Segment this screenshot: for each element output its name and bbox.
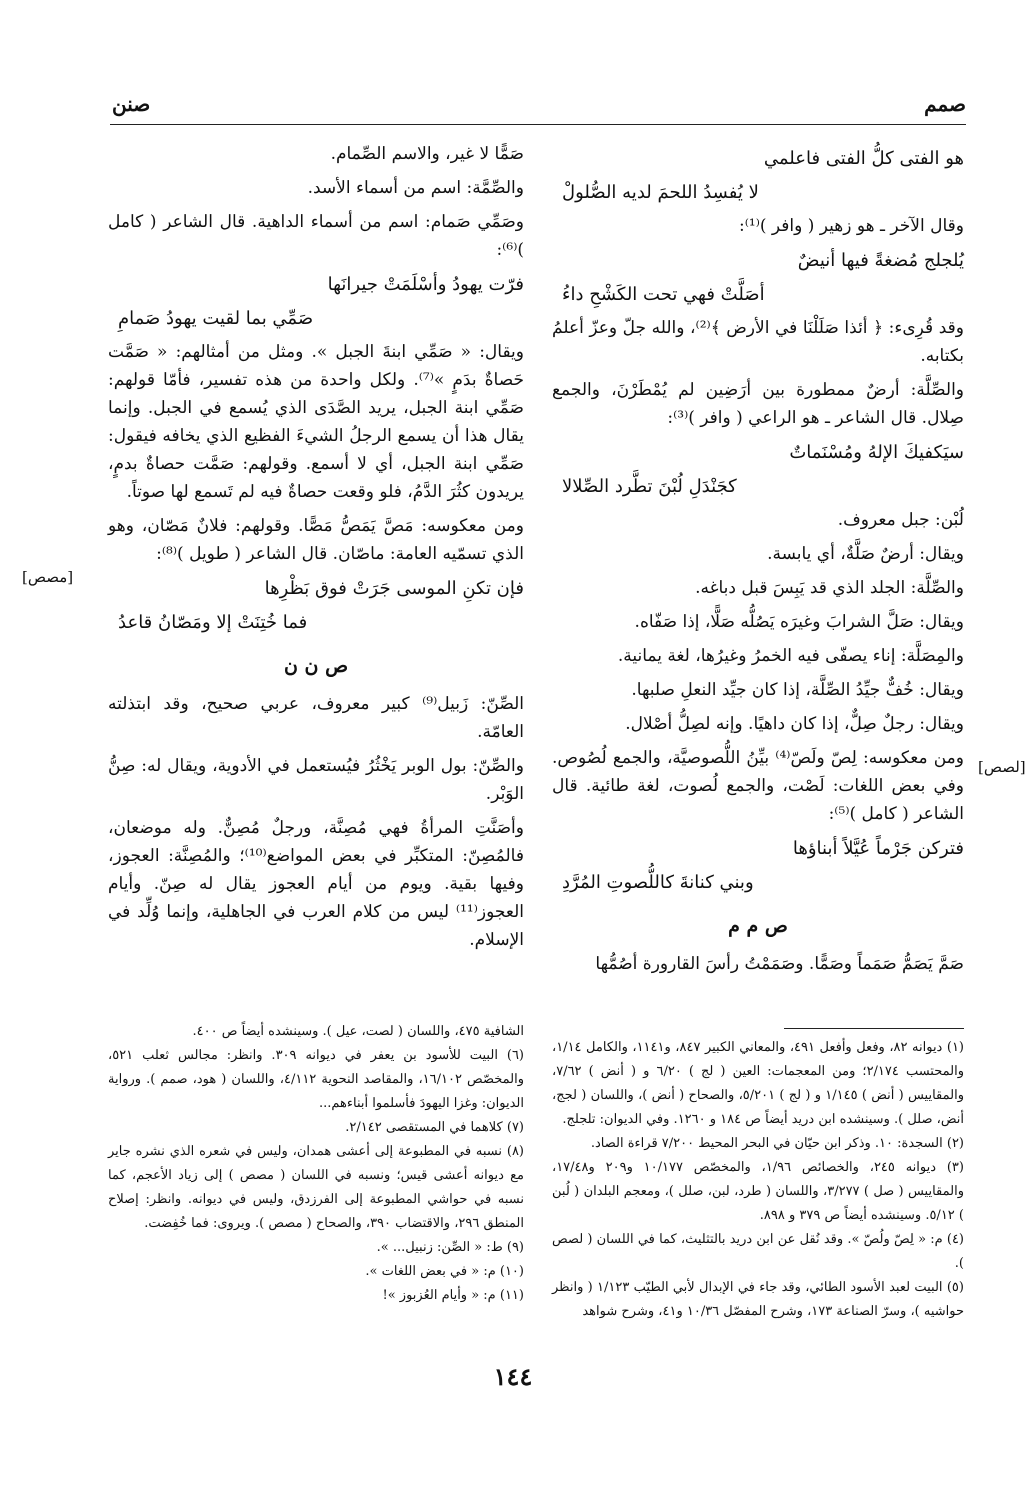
running-head-left: صنن — [112, 92, 151, 116]
footnote: (١٠) م: « في بعض اللغات ». — [365, 1264, 524, 1279]
paragraph: صَمًّا لا غير، والاسم الصِّمام. — [330, 144, 524, 164]
paragraph: الصِّنّ: زَبيل⁽⁹⁾ كبير معروف، عربي صحيح، وقد ابتذلته العامّة. — [108, 694, 525, 742]
poem-hemistich: وبني كنانةَ كاللُّصوتِ المُرَّدِ — [562, 872, 754, 893]
footnote: الشافية ٤٧٥، واللسان ( لصت، عيل ). وسينشده أيضاً ص ٤٠٠. — [192, 1024, 524, 1039]
paragraph: والصِّمَّة: اسم من أسماء الأسد. — [307, 178, 524, 198]
paragraph: وقد قُرِىء: ﴿ أئذا صَلَلْنَا في الأرض ﴾⁽²⁾، والله جلّ وعزّ أعلمُ بكتابه. — [552, 318, 964, 366]
paragraph: ويقال: صَلَّ الشرابَ وغيرَه يَصُلُّه صَلًّا، إذا صَفّاه. — [634, 612, 964, 632]
left-column — [108, 140, 524, 960]
running-head-right: صمم — [924, 92, 966, 116]
paragraph: ويقال: خُفٌّ جيِّدُ الصِّلَّة، إذا كان جيِّد النعلِ صلبها. — [631, 680, 964, 700]
footnote: (٥) البيت لعبد الأسود الطائي، وقد جاء في الإبدال لأبي الطيّب ١/١٢٣ ( وانظر حواشيه )، وسرّ الصناعة ١٧٣، وشرح المفصّل ١٠/٣٦ و٤١، وشرح شواهد — [552, 1280, 964, 1319]
paragraph: والصِّلَّة: الجلد الذي قد يَبِسَ قبل دباغه. — [695, 578, 964, 598]
paragraph: والمِصَلَّة: إناء يصفّى فيه الخمرُ وغيرُها، لغة يمانية. — [617, 646, 964, 666]
paragraph: وأصَنَّتِ المرأةُ فهي مُصِنَّة، ورجلٌ مُصِنٌّ. وله موضعان، فالمُصِنّ: المتكبِّر في بعض المواضع⁽¹⁰⁾؛ والمُصِنَّة: العجوز، وفيها بقية. ويوم من أيام العجوز يقال له صِنّ. وأيام العجوز⁽¹¹⁾ ليس من كلام العرب في الجاهلية، وإنما وُلِّد في الإسلام. — [108, 818, 524, 950]
footnote: (٦) البيت للأسود بن يعفر في ديوانه ٣٠٩. وانظر: مجالس ثعلب ٥٢١، والمخصّص ١٦/١٠٢، والمقاصد النحوية ٤/١١٢، واللسان ( هود، صمم ). ورواية الديوان: وغزا اليهودَ فأسلموا أبناءهم... — [108, 1048, 524, 1111]
margin-tag-right: [لصص] — [978, 758, 1026, 776]
poem-hemistich: فإن تكنِ الموسى جَرَتْ فوق بَظْرِها — [264, 578, 524, 599]
footnote: (٢) السجدة: ١٠. وذكر ابن حيّان في البحر المحيط ٧/٢٠٠ قراءة الصاد. — [590, 1136, 964, 1151]
right-column — [552, 140, 964, 984]
page-number: ١٤٤ — [493, 1362, 533, 1391]
footnote: (٨) نسبه في المطبوعة إلى أعشى همدان، وليس في شعره الذي نشره جاير مع ديوانه أعشى قيس؛ ونسبه في اللسان ( مصص ) إلى زياد الأعجم، كما نسبه في حواشي المطبوعة إلى الفرزدق، وليس في ديوانه. وانظر: إصلاح المنطق ٢٩٦، والاقتضاب ٣٩٠، والصحاح ( مصص ). ويروى: فما خُفِضت. — [108, 1144, 524, 1231]
footnote: (٤) م: « لِصّ ولُصّ ». وقد نُقل عن ابن دريد بالتثليث، كما في اللسان ( لصص ). — [552, 1232, 964, 1271]
margin-tag-left: [مصص] — [22, 568, 74, 586]
paragraph: وقال الآخر ـ هو زهير ( وافر )⁽¹⁾: — [738, 216, 964, 236]
poem-hemistich: صَمِّي بما لقيت يهودُ صَمامِ — [118, 308, 314, 329]
poem-hemistich: أصَلَّتْ فهي تحت الكَشْحِ داءُ — [562, 284, 765, 305]
footnote: (١١) م: « وأيام العُزبوز »! — [382, 1288, 524, 1303]
poem-hemistich: فتركن جَرْماً عُيَّلاً أبناؤها — [792, 838, 964, 859]
footnote: (٩) ط: « الصِّن: زنبيل... ». — [376, 1240, 524, 1255]
paragraph: ويقال: « صَمِّي ابنةَ الجبل ». ومثل من أمثالهم: « صَمَّت حَصاةٌ بدَمٍ »⁽⁷⁾. ولكل واحدة من هذه تفسير، فأمّا قولهم: صَمِّي ابنة الجبل، يريد الصَّدَى الذي يُسمع في الجبل. وإنما يقال هذا أن يسمع الرجلُ الشيءَ الفظيع الذي يخافه فيقول: صَمِّي ابنة الجبل، أي لا أسمع. وقولهم: صَمَّت حصاةٌ بدمٍ، يريدون كثُرَ الدَّمُ، فلو وقعت حصاةٌ فيه لم تَسمع لها صوتاً. — [108, 342, 524, 502]
footnotes-right — [552, 1036, 964, 1324]
poem-hemistich: هو الفتى كلُّ الفتى فاعلمي — [763, 148, 964, 169]
footnote-rule-right — [784, 1028, 964, 1029]
paragraph: ويقال: رجلٌ صِلٌّ، إذا كان داهيًا. وإنه لصِلُّ أصْلال. — [625, 714, 964, 734]
poem-hemistich: كجَنْدَلِ لُبْنَ تطَّرد الصِّلالا — [562, 476, 737, 497]
footnote: (٧) كلاهما في المستقصى ٢/١٤٢. — [345, 1120, 524, 1135]
header-rule — [110, 124, 966, 125]
paragraph: ومن معكوسه: لِصّ ولَصّ⁽⁴⁾ بيِّنُ اللُّصوصيَّة، والجمع لُصُوص. وفي بعض اللغات: لَصْت، والجمع لُصوت، لغة طائية. قال الشاعر ( كامل )⁽⁵⁾: — [552, 748, 964, 824]
paragraph: وصَمِّي صَمام: اسم من أسماء الداهية. قال الشاعر ( كامل )⁽⁶⁾: — [108, 212, 524, 260]
poem-hemistich: يُلجلج مُضغةً فيها أنيضٌ — [797, 250, 964, 271]
footnote: (١) ديوانه ٨٢، وفعل وأفعل ٤٩١، والمعاني الكبير ٨٤٧، و١١٤١، والكامل ١/١٤، والمحتسب ٢/١٧٤؛ ومن المعجمات: العين ( لج ) ٦/٢٠ و ( أنض ) ٧/٦٢، والمقاييس ( أنض ) ١/١٤٥ و ( لج ) ٥/٢٠١، والصحاح ( أنض )، واللسان ( لجج، أنض، صلل ). وسينشده ابن دريد أيضاً ص ١٨٤ و ١٢٦٠. وفي الديوان: تلجلج. — [552, 1040, 965, 1127]
paragraph: والصِّلَّة: أرضٌ ممطورة بين أرَضِين لم يُمْطَرْنَ، والجمع صِلال. قال الشاعر ـ هو الراعي ( وافر )⁽³⁾: — [552, 380, 964, 428]
section-heading: ص ن ن — [283, 655, 349, 677]
poem-hemistich: فرّت يهودُ وأسْلَمَتْ جيرانَها — [327, 274, 524, 295]
paragraph: صَمَّ يَصَمُّ صَمَماً وصَمًّا. وصَمَمْتُ رأسَ القارورة أصُمُّها — [595, 954, 964, 974]
poem-hemistich: لا يُفسِدُ اللحمَ لديه الصُّلولْ — [562, 182, 759, 203]
footnotes-left — [108, 1020, 524, 1308]
poem-hemistich: سيَكفيكَ الإلهُ ومُسْنَماتٌ — [789, 442, 964, 463]
paragraph: لُبْن: جبل معروف. — [837, 510, 964, 530]
section-heading: ص م م — [728, 915, 788, 937]
poem-hemistich: فما خُتِنَتْ إلا ومَصّانُ قاعدُ — [118, 612, 308, 633]
paragraph: ويقال: أرضٌ صَلَّةٌ، أي يابسة. — [767, 544, 964, 564]
footnote: (٣) ديوانه ٢٤٥، والخصائص ١/٩٦، والمخصّص ١٠/١٧٧ و٢٠٩ و١٧/٤٨، والمقاييس ( صل ) ٣/٢٧٧، واللسان ( طرد، لبن، صلل )، ومعجم البلدان ( لُبن ) ٥/١٢. وسينشده أيضاً ص ٣٧٩ و ٨٩٨. — [552, 1160, 964, 1223]
paragraph: والصِّنّ: بول الوبر يَخْثُرُ فيُستعمل في الأدوية، ويقال له: صِنُّ الوَبْر. — [108, 756, 524, 804]
paragraph: ومن معكوسه: مَصَّ يَمَصُّ مَصًّا. وقولهم: فلانٌ مَصّان، وهو الذي تسمّيه العامة: ماصّان. قال الشاعر ( طويل )⁽⁸⁾: — [108, 516, 524, 564]
